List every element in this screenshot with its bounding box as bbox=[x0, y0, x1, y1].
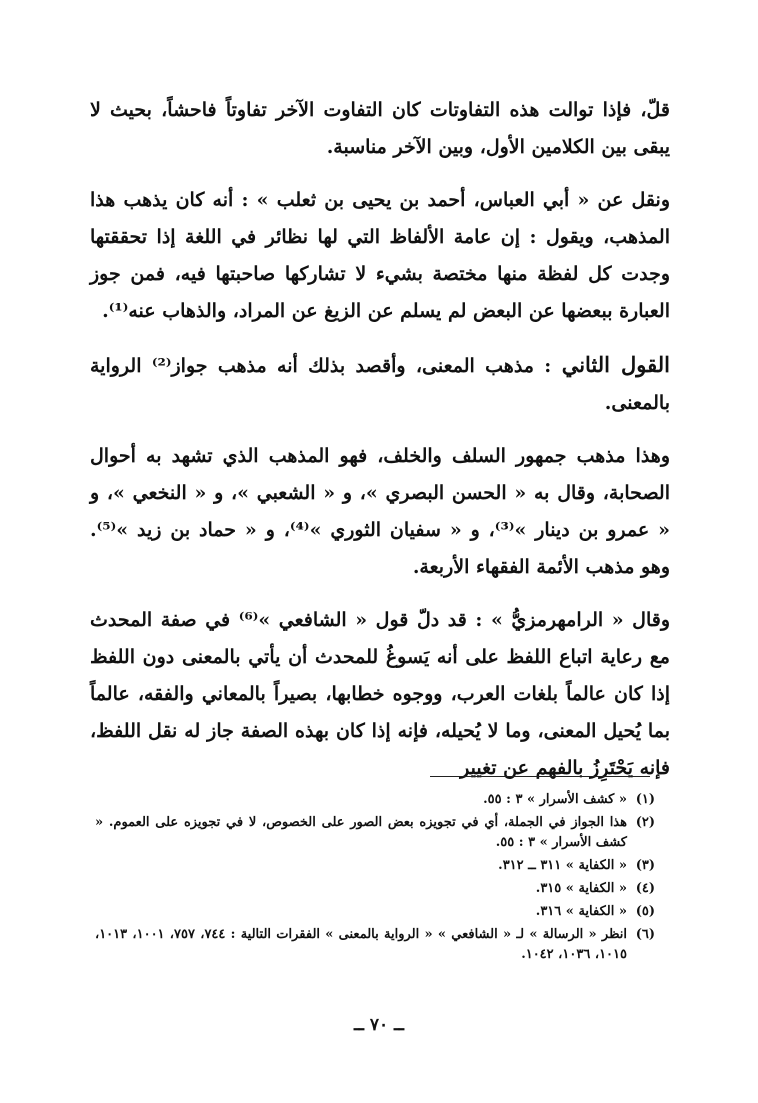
footnote-text: انظر « الرسالة » لـ « الشافعي » « الرواية بالمعنى » الفقرات التالية : ٧٤٤، ٧٥٧، ١٠٠١، ١٠١٣، ١٠١٥، ١٠٣٦، ١٠٤٢. bbox=[95, 927, 628, 962]
paragraph-3: القول الثاني : مذهب المعنى، وأقصد بذلك أنه مذهب جواز⁽²⁾ الرواية بالمعنى. bbox=[90, 352, 671, 414]
footnote-text: « الكفاية » ٣١١ ــ ٣١٢. bbox=[498, 858, 627, 873]
footnote-number: (٦) bbox=[635, 927, 655, 942]
footnote-text: هذا الجواز في الجملة، أي في تجويزه بعض الصور على الخصوص، لا في تجويزه على العموم. « كشف الأسرار » ٣ : ٥٥. bbox=[95, 815, 627, 850]
footnote-5 bbox=[95, 902, 655, 922]
footnote-number: (٥) bbox=[635, 904, 655, 919]
page-number: ــ ٧٠ ــ bbox=[353, 1015, 405, 1035]
footnote-6 bbox=[95, 925, 655, 965]
paragraph-5: وقال « الرامهرمزيُّ » : قد دلّ قول « الشافعي »⁽⁶⁾ في صفة المحدث مع رعاية اتباع اللفظ على أنه يَسوغُ للمحدث أن يأتي بالمعنى دون اللفظ إذا كان عالماً بلغات العرب، ووجوه خطابها، بصيراً بالمعاني والفقه، عالماً بما يُحيل المعنى، وما لا يُحيله، فإنه إذا كان بهذه الصفة جاز له نقل اللفظ، فإنه يَحْتَرِزُ بالفهم عن تغيير bbox=[90, 609, 671, 779]
footnote-text: « الكفاية » ٣١٦. bbox=[535, 904, 627, 919]
footnote-text: « الكفاية » ٣١٥. bbox=[535, 881, 627, 896]
body-text bbox=[90, 92, 670, 803]
footnote-number: (٢) bbox=[635, 815, 655, 830]
footnote-text: « كشف الأسرار » ٣ : ٥٥. bbox=[483, 792, 627, 807]
paragraph-2: ونقل عن « أبي العباس، أحمد بن يحيى بن ثعلب » : أنه كان يذهب هذا المذهب، ويقول : إن عامة الألفاظ التي لها نظائر في اللغة إذا تحققتها وجدت كل لفظة منها مختصة بشيء لا تشاركها صاحبتها فيه، فمن جوز العبارة ببعضها عن البعض لم يسلم عن الزيغ عن المراد، والذهاب عنه⁽¹⁾. bbox=[90, 189, 670, 322]
footnote-number: (١) bbox=[635, 792, 655, 807]
footnote-1 bbox=[95, 790, 655, 810]
section-lead: القول الثاني bbox=[561, 352, 671, 377]
footnote-4 bbox=[95, 879, 655, 899]
footnote-number: (٣) bbox=[635, 858, 655, 873]
paragraph-4: وهذا مذهب جمهور السلف والخلف، فهو المذهب الذي تشهد به أحوال الصحابة، وقال به « الحسن البصري »، و « الشعبي »، و « النخعي »، و « عمرو بن دينار »⁽³⁾، و « سفيان الثوري »⁽⁴⁾، و « حماد بن زيد »⁽⁵⁾. وهو مذهب الأئمة الفقهاء الأربعة. bbox=[90, 445, 671, 578]
footnote-divider bbox=[430, 776, 650, 777]
footnotes bbox=[95, 790, 655, 968]
footnote-3 bbox=[95, 856, 655, 876]
paragraph-1: قلّ، فإذا توالت هذه التفاوتات كان التفاوت الآخر تفاوتاً فاحشاً، بحيث لا يبقى بين الكلامين الأول، وبين الآخر مناسبة. bbox=[90, 99, 670, 158]
footnote-2 bbox=[95, 813, 655, 853]
footnote-number: (٤) bbox=[635, 881, 655, 896]
